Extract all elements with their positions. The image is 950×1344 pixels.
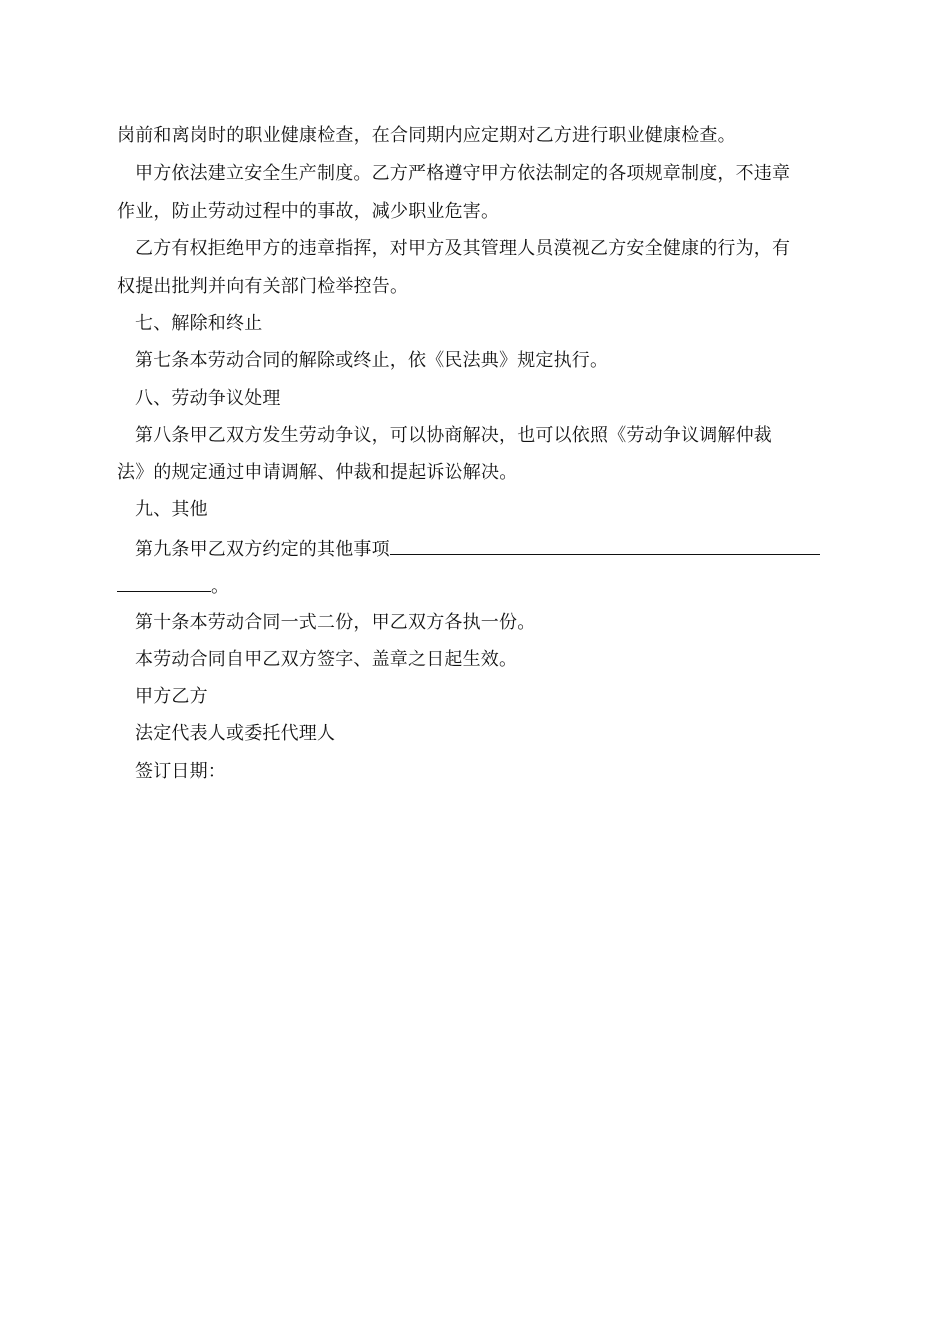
- blank-underline: [117, 573, 211, 592]
- body-paragraph-line: 第七条本劳动合同的解除或终止，依《民法典》规定执行。: [135, 350, 609, 371]
- body-paragraph-line: 乙方有权拒绝甲方的违章指挥，对甲方及其管理人员漠视乙方安全健康的行为，有: [135, 238, 791, 259]
- body-paragraph-line: 本劳动合同自甲乙双方签字、盖章之日起生效。: [135, 649, 518, 670]
- blank-underline: [390, 536, 820, 555]
- body-paragraph-line: 作业，防止劳动过程中的事故，减少职业危害。: [117, 201, 500, 222]
- other-matters-line: [135, 536, 853, 562]
- party-labels: 甲方乙方: [135, 686, 208, 707]
- body-paragraph-line: 第八条甲乙双方发生劳动争议，可以协商解决，也可以依照《劳动争议调解仲裁: [135, 425, 772, 446]
- section-heading: 七、解除和终止: [135, 313, 263, 334]
- body-paragraph-line: 权提出批判并向有关部门检举控告。: [117, 276, 409, 297]
- period-mark: 。: [211, 576, 230, 597]
- body-paragraph-line: 岗前和离岗时的职业健康检查，在合同期内应定期对乙方进行职业健康检查。: [117, 125, 736, 146]
- representative-label: 法定代表人或委托代理人: [135, 723, 336, 744]
- section-heading: 九、其他: [135, 499, 208, 520]
- signing-date-label: 签订日期：: [135, 761, 226, 782]
- body-paragraph-line: 法》的规定通过申请调解、仲裁和提起诉讼解决。: [117, 462, 518, 483]
- other-matters-continuation: [117, 573, 835, 599]
- section-heading: 八、劳动争议处理: [135, 388, 281, 409]
- body-paragraph-line: 甲方依法建立安全生产制度。乙方严格遵守甲方依法制定的各项规章制度，不违章: [135, 163, 791, 184]
- other-matters-label: 第九条甲乙双方约定的其他事项: [135, 539, 390, 560]
- body-paragraph-line: 第十条本劳动合同一式二份，甲乙双方各执一份。: [135, 612, 536, 633]
